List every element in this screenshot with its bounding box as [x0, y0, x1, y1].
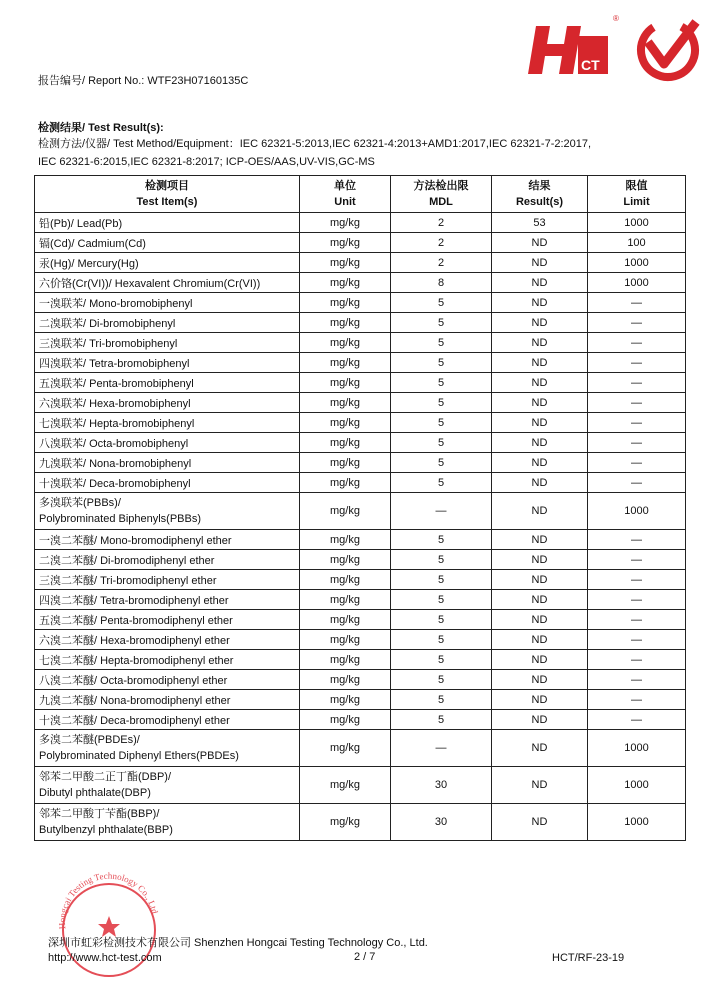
- table-row: [35, 353, 686, 373]
- cell-unit: mg/kg: [300, 453, 391, 473]
- cell-limit: —: [588, 530, 686, 550]
- cell-unit: mg/kg: [300, 473, 391, 493]
- cell-result: ND: [492, 493, 588, 530]
- cell-result: 53: [492, 213, 588, 233]
- cell-unit: mg/kg: [300, 730, 391, 767]
- cell-mdl: 5: [391, 293, 492, 313]
- registered-mark: ®: [613, 14, 619, 23]
- cell-result: ND: [492, 433, 588, 453]
- seal-text: Hongcai Testing Technology Co., Ltd.: [56, 872, 161, 930]
- cell-unit: mg/kg: [300, 333, 391, 353]
- table-row: [35, 473, 686, 493]
- cell-test-item: 二溴联苯/ Di-bromobiphenyl: [35, 313, 300, 333]
- header-unit: 单位 Unit: [300, 176, 391, 213]
- cell-result: ND: [492, 453, 588, 473]
- table-row: [35, 570, 686, 590]
- cell-unit: mg/kg: [300, 273, 391, 293]
- cell-test-item: 六溴联苯/ Hexa-bromobiphenyl: [35, 393, 300, 413]
- cell-unit: mg/kg: [300, 393, 391, 413]
- cell-mdl: 2: [391, 233, 492, 253]
- cell-test-item: 八溴联苯/ Octa-bromobiphenyl: [35, 433, 300, 453]
- cell-mdl: —: [391, 730, 492, 767]
- cell-result: ND: [492, 630, 588, 650]
- cell-mdl: 5: [391, 393, 492, 413]
- cell-mdl: 5: [391, 570, 492, 590]
- cell-test-item: 多溴联苯(PBBs)/ Polybrominated Biphenyls(PBBs): [35, 493, 300, 530]
- cell-result: ND: [492, 413, 588, 433]
- table-row: [35, 550, 686, 570]
- cell-unit: mg/kg: [300, 590, 391, 610]
- footer-company: 深圳市虹彩检测技术有限公司 Shenzhen Hongcai Testing Technology Co., Ltd.: [48, 937, 428, 949]
- cell-test-item: 一溴二苯醚/ Mono-bromodiphenyl ether: [35, 530, 300, 550]
- cell-result: ND: [492, 570, 588, 590]
- cell-limit: —: [588, 413, 686, 433]
- cell-limit: 1000: [588, 253, 686, 273]
- table-row: [35, 293, 686, 313]
- cell-unit: mg/kg: [300, 253, 391, 273]
- cell-test-item: 四溴二苯醚/ Tetra-bromodiphenyl ether: [35, 590, 300, 610]
- cell-mdl: 5: [391, 710, 492, 730]
- table-row: [35, 804, 686, 841]
- cell-limit: —: [588, 650, 686, 670]
- table-row: [35, 493, 686, 530]
- cell-unit: mg/kg: [300, 630, 391, 650]
- cell-limit: —: [588, 690, 686, 710]
- cell-result: ND: [492, 804, 588, 841]
- cell-mdl: 30: [391, 767, 492, 804]
- cell-limit: 1000: [588, 730, 686, 767]
- cell-mdl: 8: [391, 273, 492, 293]
- cell-test-item: 十溴联苯/ Deca-bromobiphenyl: [35, 473, 300, 493]
- cell-result: ND: [492, 710, 588, 730]
- cell-unit: mg/kg: [300, 670, 391, 690]
- cell-test-item: 四溴联苯/ Tetra-bromobiphenyl: [35, 353, 300, 373]
- cell-test-item: 三溴二苯醚/ Tri-bromodiphenyl ether: [35, 570, 300, 590]
- test-method: [38, 135, 698, 171]
- cell-limit: —: [588, 473, 686, 493]
- cell-result: ND: [492, 650, 588, 670]
- cell-limit: —: [588, 570, 686, 590]
- cell-unit: mg/kg: [300, 493, 391, 530]
- cell-mdl: 5: [391, 590, 492, 610]
- cell-result: ND: [492, 233, 588, 253]
- table-row: [35, 273, 686, 293]
- cell-test-item: 邻苯二甲酸丁苄酯(BBP)/ Butylbenzyl phthalate(BBP): [35, 804, 300, 841]
- cell-unit: mg/kg: [300, 413, 391, 433]
- cell-unit: mg/kg: [300, 767, 391, 804]
- cell-unit: mg/kg: [300, 213, 391, 233]
- cell-result: ND: [492, 473, 588, 493]
- header-result: 结果 Result(s): [492, 176, 588, 213]
- table-row: [35, 650, 686, 670]
- cell-result: ND: [492, 333, 588, 353]
- cell-test-item: 五溴二苯醚/ Penta-bromodiphenyl ether: [35, 610, 300, 630]
- cell-limit: —: [588, 313, 686, 333]
- cell-test-item: 七溴联苯/ Hepta-bromobiphenyl: [35, 413, 300, 433]
- cell-limit: 1000: [588, 213, 686, 233]
- cell-unit: mg/kg: [300, 550, 391, 570]
- cell-unit: mg/kg: [300, 804, 391, 841]
- cell-test-item: 镉(Cd)/ Cadmium(Cd): [35, 233, 300, 253]
- cell-mdl: 5: [391, 610, 492, 630]
- cell-result: ND: [492, 273, 588, 293]
- cell-unit: mg/kg: [300, 650, 391, 670]
- table-row: [35, 530, 686, 550]
- cell-test-item: 七溴二苯醚/ Hepta-bromodiphenyl ether: [35, 650, 300, 670]
- cell-mdl: 5: [391, 650, 492, 670]
- cell-result: ND: [492, 373, 588, 393]
- table-row: [35, 630, 686, 650]
- cell-mdl: 5: [391, 373, 492, 393]
- cell-limit: —: [588, 630, 686, 650]
- cell-limit: 1000: [588, 273, 686, 293]
- report-number: 报告编号/ Report No.: WTF23H07160135C: [38, 75, 249, 87]
- cell-test-item: 一溴联苯/ Mono-bromobiphenyl: [35, 293, 300, 313]
- cell-limit: —: [588, 710, 686, 730]
- footer-url[interactable]: http://www.hct-test.com: [48, 952, 162, 964]
- cell-mdl: 5: [391, 433, 492, 453]
- cell-limit: —: [588, 453, 686, 473]
- cell-result: ND: [492, 690, 588, 710]
- cell-mdl: 5: [391, 453, 492, 473]
- cell-test-item: 汞(Hg)/ Mercury(Hg): [35, 253, 300, 273]
- cell-result: ND: [492, 730, 588, 767]
- cell-test-item: 二溴二苯醚/ Di-bromodiphenyl ether: [35, 550, 300, 570]
- table-row: [35, 710, 686, 730]
- cell-mdl: 5: [391, 473, 492, 493]
- cell-mdl: 5: [391, 413, 492, 433]
- hct-logo-mark: [528, 22, 610, 78]
- header-limit: 限值 Limit: [588, 176, 686, 213]
- cell-limit: —: [588, 393, 686, 413]
- cell-limit: —: [588, 610, 686, 630]
- table-row: [35, 670, 686, 690]
- cell-result: ND: [492, 313, 588, 333]
- cell-test-item: 九溴联苯/ Nona-bromobiphenyl: [35, 453, 300, 473]
- cell-test-item: 邻苯二甲酸二正丁酯(DBP)/ Dibutyl phthalate(DBP): [35, 767, 300, 804]
- test-method-line-1: 检测方法/仪器/ Test Method/Equipment：IEC 62321-5:2013,IEC 62321-4:2013+AMD1:2017,IEC 62321-7-2:2017,: [38, 138, 592, 150]
- cell-limit: —: [588, 373, 686, 393]
- cell-test-item: 六溴二苯醚/ Hexa-bromodiphenyl ether: [35, 630, 300, 650]
- table-row: [35, 453, 686, 473]
- cell-limit: —: [588, 433, 686, 453]
- cell-result: ND: [492, 530, 588, 550]
- table-row: [35, 767, 686, 804]
- cell-unit: mg/kg: [300, 373, 391, 393]
- table-row: [35, 433, 686, 453]
- test-method-line-2: IEC 62321-6:2015,IEC 62321-8:2017; ICP-OES/AAS,UV-VIS,GC-MS: [38, 156, 375, 168]
- cell-test-item: 三溴联苯/ Tri-bromobiphenyl: [35, 333, 300, 353]
- cell-test-item: 多溴二苯醚(PBDEs)/ Polybrominated Diphenyl Ethers(PBDEs): [35, 730, 300, 767]
- cell-test-item: 五溴联苯/ Penta-bromobiphenyl: [35, 373, 300, 393]
- cell-mdl: 2: [391, 213, 492, 233]
- table-row: [35, 373, 686, 393]
- cell-limit: —: [588, 293, 686, 313]
- table-row: [35, 730, 686, 767]
- cell-unit: mg/kg: [300, 570, 391, 590]
- cell-unit: mg/kg: [300, 433, 391, 453]
- header-test-item: 检测项目 Test Item(s): [35, 176, 300, 213]
- table-header-row: [35, 176, 686, 213]
- table-row: [35, 253, 686, 273]
- cell-limit: 1000: [588, 493, 686, 530]
- table-row: [35, 690, 686, 710]
- table-row: [35, 610, 686, 630]
- cell-mdl: —: [391, 493, 492, 530]
- cell-test-item: 六价铬(Cr(VI))/ Hexavalent Chromium(Cr(VI)): [35, 273, 300, 293]
- table-row: [35, 213, 686, 233]
- cell-result: ND: [492, 253, 588, 273]
- cell-limit: —: [588, 670, 686, 690]
- cell-result: ND: [492, 393, 588, 413]
- cell-result: ND: [492, 767, 588, 804]
- cell-limit: 1000: [588, 804, 686, 841]
- cell-test-item: 十溴二苯醚/ Deca-bromodiphenyl ether: [35, 710, 300, 730]
- cell-result: ND: [492, 610, 588, 630]
- cell-mdl: 2: [391, 253, 492, 273]
- table-row: [35, 313, 686, 333]
- section-heading: 检测结果/ Test Result(s):: [38, 122, 164, 134]
- cell-mdl: 5: [391, 630, 492, 650]
- hct-logo-text: CT: [581, 57, 600, 73]
- check-logo-icon: [634, 16, 702, 82]
- cell-result: ND: [492, 670, 588, 690]
- table-row: [35, 590, 686, 610]
- cell-limit: 1000: [588, 767, 686, 804]
- cell-limit: —: [588, 353, 686, 373]
- cell-result: ND: [492, 550, 588, 570]
- cell-limit: 100: [588, 233, 686, 253]
- cell-result: ND: [492, 590, 588, 610]
- table-row: [35, 233, 686, 253]
- form-code: HCT/RF-23-19: [552, 952, 625, 964]
- cell-unit: mg/kg: [300, 233, 391, 253]
- cell-test-item: 八溴二苯醚/ Octa-bromodiphenyl ether: [35, 670, 300, 690]
- cell-mdl: 5: [391, 353, 492, 373]
- cell-test-item: 九溴二苯醚/ Nona-bromodiphenyl ether: [35, 690, 300, 710]
- cell-mdl: 5: [391, 530, 492, 550]
- results-table: [34, 175, 686, 841]
- cell-unit: mg/kg: [300, 530, 391, 550]
- cell-mdl: 5: [391, 670, 492, 690]
- cell-mdl: 30: [391, 804, 492, 841]
- cell-limit: —: [588, 590, 686, 610]
- table-row: [35, 393, 686, 413]
- hct-logo: [528, 14, 619, 78]
- cell-mdl: 5: [391, 313, 492, 333]
- cell-limit: —: [588, 550, 686, 570]
- cell-limit: —: [588, 333, 686, 353]
- cell-unit: mg/kg: [300, 690, 391, 710]
- cell-unit: mg/kg: [300, 353, 391, 373]
- page-number: 2 / 7: [354, 951, 376, 963]
- cell-unit: mg/kg: [300, 293, 391, 313]
- cell-test-item: 铅(Pb)/ Lead(Pb): [35, 213, 300, 233]
- cell-mdl: 5: [391, 550, 492, 570]
- header-mdl: 方法检出限 MDL: [391, 176, 492, 213]
- cell-mdl: 5: [391, 690, 492, 710]
- table-row: [35, 413, 686, 433]
- cell-mdl: 5: [391, 333, 492, 353]
- cell-result: ND: [492, 293, 588, 313]
- cell-unit: mg/kg: [300, 710, 391, 730]
- table-row: [35, 333, 686, 353]
- cell-result: ND: [492, 353, 588, 373]
- cell-unit: mg/kg: [300, 610, 391, 630]
- cell-unit: mg/kg: [300, 313, 391, 333]
